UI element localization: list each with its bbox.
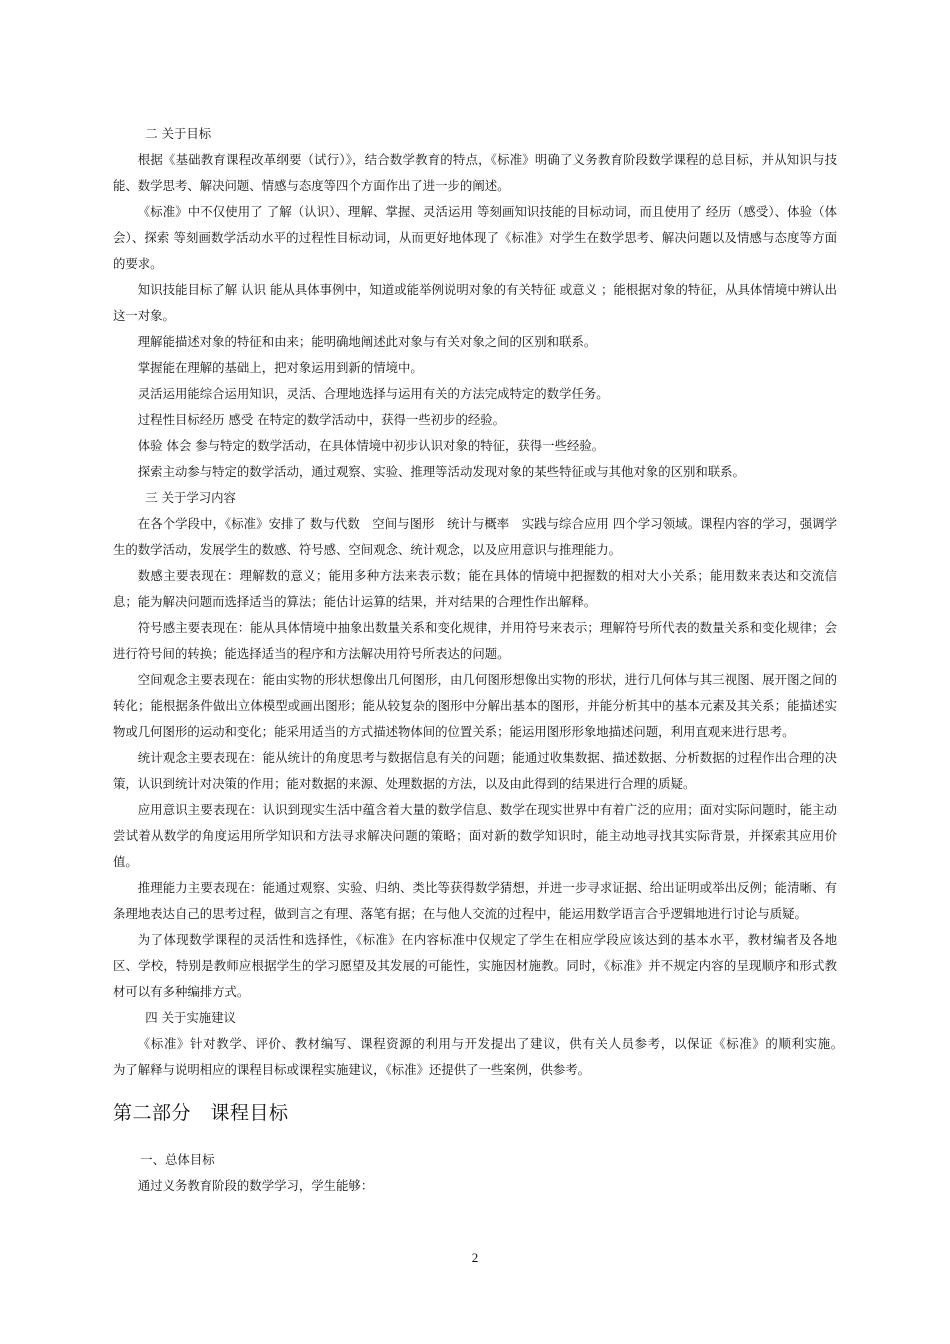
paragraph: 通过义务教育阶段的数学学习，学生能够：	[137, 1178, 374, 1193]
paragraph: 体验 体会 参与特定的数学活动，在具体情境中初步认识对象的特征，获得一些经验。	[137, 438, 605, 453]
document-body	[113, 121, 862, 1199]
paragraph: 应用意识主要表现在：认识到现实生活中蕴含着大量的数学信息、数学在现实世界中有着广泛的应用；面对实际问题时，能主动尝试着从数学的角度运用所学知识和方法寻求解决问题的策略；面对新的数学知识时，能主动地寻找其实际背景，并探索其应用价值。	[113, 802, 837, 869]
paragraph: 灵活运用能综合运用知识，灵活、合理地选择与运用有关的方法完成特定的数学任务。	[137, 386, 609, 401]
section-heading-implementation: 四 关于实施建议	[145, 1010, 236, 1025]
paragraph: 为了体现数学课程的灵活性和选择性，《标准》在内容标准中仅规定了学生在相应学段应该达到的基本水平，教材编者及各地区、学校，特别是教师应根据学生的学习愿望及其发展的可能性，实施因材施教。同时，《标准》并不规定内容的呈现顺序和形式教材可以有多种编排方式。	[113, 932, 837, 999]
section-heading-content: 三 关于学习内容	[145, 490, 236, 505]
paragraph: 知识技能目标了解 认识 能从具体事例中，知道或能举例说明对象的有关特征 或意义 ；能根据对象的特征，从具体情境中辨认出这一对象。	[113, 282, 837, 323]
paragraph: 探索主动参与特定的数学活动，通过观察、实验、推理等活动发现对象的某些特征或与其他对象的区别和联系。	[137, 464, 745, 479]
paragraph: 空间观念主要表现在：能由实物的形状想像出几何图形，由几何图形想像出实物的形状，进行几何体与其三视图、展开图之间的转化；能根据条件做出立体模型或画出图形；能从较复杂的图形中分解出基本的图形，并能分析其中的基本元素及其关系；能描述实物或几何图形的运动和变化；能采用适当的方式描述物体间的位置关系；能运用图形形象地描述问题，利用直观来进行思考。	[113, 672, 837, 739]
part-heading: 第二部分 课程目标	[113, 1102, 289, 1124]
paragraph: 统计观念主要表现在：能从统计的角度思考与数据信息有关的问题；能通过收集数据、描述数据、分析数据的过程作出合理的决策，认识到统计对决策的作用；能对数据的来源、处理数据的方法，以及由此得到的结果进行合理的质疑。	[113, 750, 837, 791]
section-heading-goals: 二 关于目标	[145, 126, 212, 141]
paragraph: 过程性目标经历 感受 在特定的数学活动中，获得一些初步的经验。	[137, 412, 506, 427]
paragraph: 《标准》针对教学、评价、教材编写、课程资源的利用与开发提出了建议，供有关人员参考，以保证《标准》的顺利实施。 为了解释与说明相应的课程目标或课程实施建议，《标准》还提供了一些案例，供参考。	[113, 1036, 862, 1077]
subsection-heading: 一、总体目标	[140, 1152, 215, 1167]
page-number: 2	[471, 1250, 479, 1265]
paragraph: 根据《基础教育课程改革纲要（试行）》，结合数学教育的特点，《标准》明确了义务教育阶段数学课程的总目标，并从知识与技能、数学思考、解决问题、情感与态度等四个方面作出了进一步的阐述。	[113, 152, 837, 193]
paragraph: 理解能描述对象的特征和由来；能明确地阐述此对象与有关对象之间的区别和联系。	[137, 334, 597, 349]
paragraph: 数感主要表现在：理解数的意义；能用多种方法来表示数；能在具体的情境中把握数的相对大小关系；能用数来表达和交流信息；能为解决问题而选择适当的算法；能估计运算的结果，并对结果的合理性作出解释。	[113, 568, 837, 609]
paragraph: 《标准》中不仅使用了 了解（认识）、理解、掌握、灵活运用 等刻画知识技能的目标动词，而且使用了 经历（感受）、体验（体会）、探索 等刻画数学活动水平的过程性目标动词，从而更好地体现了《标准》对学生在数学思考、解决问题以及情感与态度等方面的要求。	[113, 204, 837, 271]
paragraph: 在各个学段中，《标准》安排了 数与代数 空间与图形 统计与概率 实践与综合应用 四个学习领域。课程内容的学习，强调学生的数学活动，发展学生的数感、符号感、空间观念、统计观念，以及应用意识与推理能力。	[113, 516, 837, 557]
paragraph: 推理能力主要表现在：能通过观察、实验、归纳、类比等获得数学猜想，并进一步寻求证据、给出证明或举出反例；能清晰、有条理地表达自己的思考过程，做到言之有理、落笔有据；在与他人交流的过程中，能运用数学语言合乎逻辑地进行讨论与质疑。	[113, 880, 837, 921]
paragraph: 符号感主要表现在：能从具体情境中抽象出数量关系和变化规律，并用符号来表示；理解符号所代表的数量关系和变化规律；会进行符号间的转换；能选择适当的程序和方法解决用符号所表达的问题。	[113, 620, 837, 661]
paragraph: 掌握能在理解的基础上，把对象运用到新的情境中。	[137, 360, 423, 375]
